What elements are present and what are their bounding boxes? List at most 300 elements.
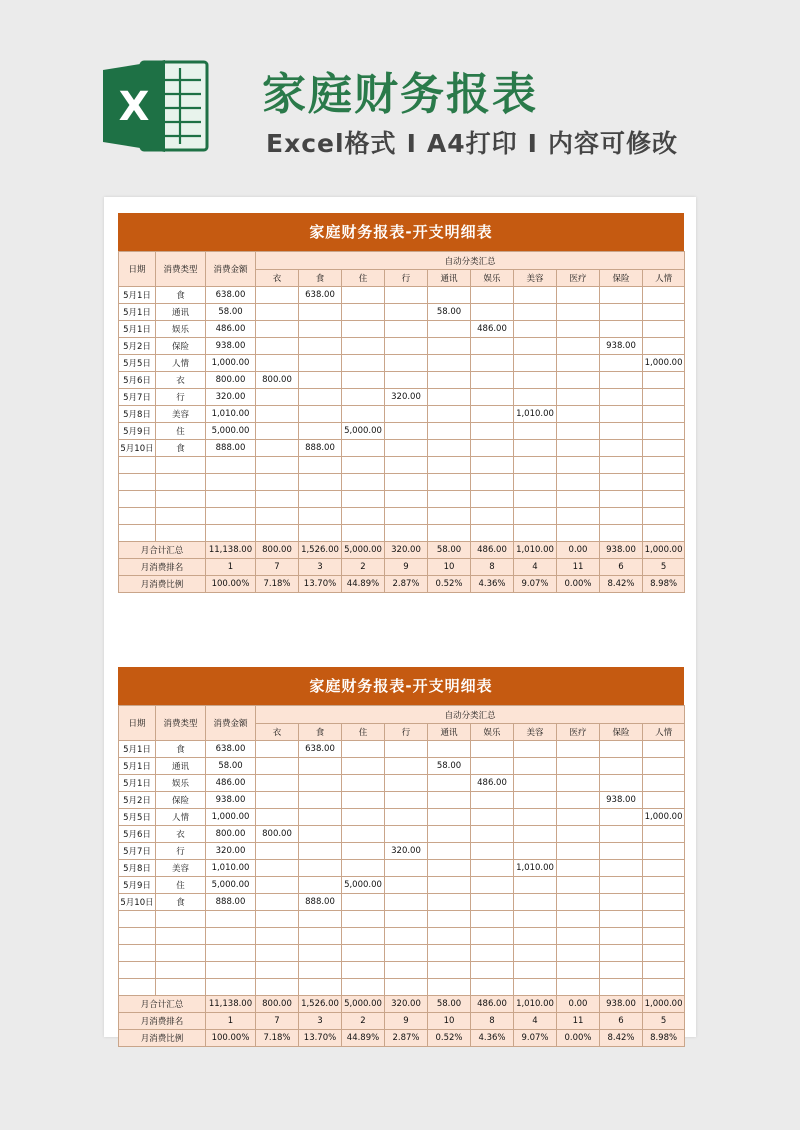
- cell-empty[interactable]: [299, 457, 342, 474]
- cell-empty[interactable]: [600, 440, 643, 457]
- cell-empty[interactable]: [256, 321, 299, 338]
- cell-empty[interactable]: [299, 474, 342, 491]
- cell-empty[interactable]: [600, 843, 643, 860]
- cell-empty[interactable]: [557, 457, 600, 474]
- cell-empty[interactable]: [600, 877, 643, 894]
- cell-empty[interactable]: [428, 474, 471, 491]
- cell-empty[interactable]: [514, 809, 557, 826]
- cell-empty[interactable]: [385, 491, 428, 508]
- cell-amount[interactable]: 938.00: [206, 338, 256, 355]
- cell-empty[interactable]: [256, 894, 299, 911]
- cell-empty[interactable]: [385, 979, 428, 996]
- cell-category-amount[interactable]: 638.00: [299, 741, 342, 758]
- cell-empty[interactable]: [385, 287, 428, 304]
- cell-category-amount[interactable]: 800.00: [256, 826, 299, 843]
- cell-empty[interactable]: [600, 389, 643, 406]
- cell-empty[interactable]: [428, 826, 471, 843]
- cell-empty[interactable]: [342, 287, 385, 304]
- cell-type[interactable]: 保险: [156, 338, 206, 355]
- cell-empty[interactable]: [385, 962, 428, 979]
- cell-empty[interactable]: [557, 491, 600, 508]
- cell-empty[interactable]: [342, 389, 385, 406]
- cell-empty[interactable]: [256, 338, 299, 355]
- cell-empty[interactable]: [342, 843, 385, 860]
- cell-empty[interactable]: [299, 775, 342, 792]
- cell-empty[interactable]: [643, 338, 685, 355]
- cell-empty[interactable]: [299, 355, 342, 372]
- cell-date[interactable]: 5月5日: [119, 809, 156, 826]
- cell-empty[interactable]: [385, 321, 428, 338]
- cell-empty[interactable]: [428, 979, 471, 996]
- cell-amount[interactable]: 888.00: [206, 440, 256, 457]
- cell-amount[interactable]: 58.00: [206, 304, 256, 321]
- cell-empty[interactable]: [299, 928, 342, 945]
- cell-date[interactable]: 5月2日: [119, 338, 156, 355]
- cell-empty[interactable]: [156, 928, 206, 945]
- cell-type[interactable]: 通讯: [156, 304, 206, 321]
- cell-empty[interactable]: [206, 474, 256, 491]
- cell-category-amount[interactable]: 58.00: [428, 304, 471, 321]
- cell-empty[interactable]: [385, 928, 428, 945]
- cell-empty[interactable]: [156, 945, 206, 962]
- cell-empty[interactable]: [557, 440, 600, 457]
- cell-empty[interactable]: [385, 474, 428, 491]
- cell-empty[interactable]: [299, 945, 342, 962]
- cell-empty[interactable]: [643, 775, 685, 792]
- cell-empty[interactable]: [471, 826, 514, 843]
- cell-empty[interactable]: [256, 860, 299, 877]
- cell-empty[interactable]: [256, 287, 299, 304]
- cell-empty[interactable]: [156, 508, 206, 525]
- cell-empty[interactable]: [557, 792, 600, 809]
- cell-empty[interactable]: [600, 372, 643, 389]
- cell-empty[interactable]: [385, 406, 428, 423]
- cell-empty[interactable]: [342, 355, 385, 372]
- cell-category-amount[interactable]: 1,010.00: [514, 406, 557, 423]
- cell-empty[interactable]: [342, 962, 385, 979]
- cell-amount[interactable]: 320.00: [206, 389, 256, 406]
- cell-empty[interactable]: [156, 962, 206, 979]
- cell-empty[interactable]: [600, 741, 643, 758]
- cell-empty[interactable]: [643, 389, 685, 406]
- cell-empty[interactable]: [385, 440, 428, 457]
- cell-amount[interactable]: 800.00: [206, 826, 256, 843]
- cell-empty[interactable]: [428, 372, 471, 389]
- cell-empty[interactable]: [342, 474, 385, 491]
- cell-empty[interactable]: [299, 860, 342, 877]
- cell-empty[interactable]: [256, 979, 299, 996]
- cell-empty[interactable]: [342, 491, 385, 508]
- cell-empty[interactable]: [643, 911, 685, 928]
- cell-amount[interactable]: 1,010.00: [206, 406, 256, 423]
- cell-empty[interactable]: [428, 741, 471, 758]
- cell-empty[interactable]: [600, 423, 643, 440]
- cell-type[interactable]: 食: [156, 440, 206, 457]
- cell-empty[interactable]: [385, 877, 428, 894]
- cell-empty[interactable]: [385, 945, 428, 962]
- cell-empty[interactable]: [385, 809, 428, 826]
- cell-empty[interactable]: [471, 423, 514, 440]
- cell-empty[interactable]: [256, 758, 299, 775]
- cell-empty[interactable]: [557, 474, 600, 491]
- cell-empty[interactable]: [600, 525, 643, 542]
- cell-empty[interactable]: [428, 423, 471, 440]
- cell-empty[interactable]: [385, 826, 428, 843]
- cell-empty[interactable]: [256, 843, 299, 860]
- cell-empty[interactable]: [557, 809, 600, 826]
- cell-empty[interactable]: [342, 440, 385, 457]
- cell-empty[interactable]: [428, 894, 471, 911]
- cell-amount[interactable]: 638.00: [206, 287, 256, 304]
- cell-empty[interactable]: [471, 338, 514, 355]
- cell-empty[interactable]: [428, 321, 471, 338]
- cell-empty[interactable]: [471, 440, 514, 457]
- cell-empty[interactable]: [471, 962, 514, 979]
- cell-empty[interactable]: [471, 877, 514, 894]
- cell-type[interactable]: 人情: [156, 355, 206, 372]
- cell-empty[interactable]: [514, 457, 557, 474]
- cell-empty[interactable]: [156, 979, 206, 996]
- cell-empty[interactable]: [643, 457, 685, 474]
- cell-empty[interactable]: [600, 860, 643, 877]
- cell-date[interactable]: 5月9日: [119, 423, 156, 440]
- cell-empty[interactable]: [342, 945, 385, 962]
- cell-empty[interactable]: [342, 809, 385, 826]
- cell-empty[interactable]: [514, 945, 557, 962]
- cell-empty[interactable]: [600, 491, 643, 508]
- cell-empty[interactable]: [471, 457, 514, 474]
- cell-date[interactable]: 5月7日: [119, 843, 156, 860]
- cell-date[interactable]: 5月1日: [119, 287, 156, 304]
- cell-empty[interactable]: [256, 508, 299, 525]
- cell-empty[interactable]: [256, 962, 299, 979]
- cell-empty[interactable]: [428, 877, 471, 894]
- cell-empty[interactable]: [342, 860, 385, 877]
- cell-date[interactable]: 5月6日: [119, 826, 156, 843]
- cell-empty[interactable]: [206, 928, 256, 945]
- cell-empty[interactable]: [299, 406, 342, 423]
- cell-empty[interactable]: [514, 508, 557, 525]
- cell-empty[interactable]: [385, 758, 428, 775]
- cell-empty[interactable]: [256, 406, 299, 423]
- cell-empty[interactable]: [299, 911, 342, 928]
- cell-empty[interactable]: [600, 775, 643, 792]
- cell-empty[interactable]: [557, 508, 600, 525]
- cell-empty[interactable]: [557, 525, 600, 542]
- cell-type[interactable]: 食: [156, 741, 206, 758]
- cell-category-amount[interactable]: 5,000.00: [342, 877, 385, 894]
- cell-amount[interactable]: 320.00: [206, 843, 256, 860]
- cell-empty[interactable]: [385, 508, 428, 525]
- cell-empty[interactable]: [206, 962, 256, 979]
- cell-empty[interactable]: [471, 525, 514, 542]
- cell-empty[interactable]: [514, 525, 557, 542]
- cell-category-amount[interactable]: 938.00: [600, 792, 643, 809]
- cell-type[interactable]: 衣: [156, 826, 206, 843]
- cell-category-amount[interactable]: 1,000.00: [643, 355, 685, 372]
- cell-empty[interactable]: [600, 826, 643, 843]
- cell-empty[interactable]: [385, 304, 428, 321]
- cell-amount[interactable]: 5,000.00: [206, 423, 256, 440]
- cell-empty[interactable]: [514, 826, 557, 843]
- cell-empty[interactable]: [643, 979, 685, 996]
- cell-empty[interactable]: [385, 525, 428, 542]
- cell-empty[interactable]: [428, 440, 471, 457]
- cell-empty[interactable]: [643, 287, 685, 304]
- cell-empty[interactable]: [557, 945, 600, 962]
- cell-empty[interactable]: [514, 843, 557, 860]
- cell-empty[interactable]: [557, 355, 600, 372]
- cell-type[interactable]: 住: [156, 423, 206, 440]
- cell-empty[interactable]: [643, 843, 685, 860]
- cell-empty[interactable]: [385, 792, 428, 809]
- cell-empty[interactable]: [557, 372, 600, 389]
- cell-empty[interactable]: [119, 962, 156, 979]
- cell-empty[interactable]: [299, 877, 342, 894]
- cell-empty[interactable]: [206, 979, 256, 996]
- cell-empty[interactable]: [342, 775, 385, 792]
- cell-empty[interactable]: [643, 928, 685, 945]
- cell-amount[interactable]: 1,000.00: [206, 355, 256, 372]
- cell-empty[interactable]: [471, 287, 514, 304]
- cell-empty[interactable]: [428, 491, 471, 508]
- cell-empty[interactable]: [342, 826, 385, 843]
- cell-amount[interactable]: 888.00: [206, 894, 256, 911]
- cell-empty[interactable]: [299, 508, 342, 525]
- cell-empty[interactable]: [119, 945, 156, 962]
- cell-date[interactable]: 5月1日: [119, 758, 156, 775]
- cell-category-amount[interactable]: 1,010.00: [514, 860, 557, 877]
- cell-date[interactable]: 5月1日: [119, 775, 156, 792]
- cell-empty[interactable]: [119, 979, 156, 996]
- cell-empty[interactable]: [299, 389, 342, 406]
- cell-empty[interactable]: [514, 792, 557, 809]
- cell-empty[interactable]: [206, 945, 256, 962]
- cell-empty[interactable]: [256, 877, 299, 894]
- cell-empty[interactable]: [428, 911, 471, 928]
- cell-empty[interactable]: [385, 775, 428, 792]
- cell-empty[interactable]: [256, 491, 299, 508]
- cell-empty[interactable]: [428, 775, 471, 792]
- cell-empty[interactable]: [428, 287, 471, 304]
- cell-empty[interactable]: [342, 457, 385, 474]
- cell-empty[interactable]: [385, 457, 428, 474]
- cell-empty[interactable]: [600, 979, 643, 996]
- cell-empty[interactable]: [256, 911, 299, 928]
- cell-type[interactable]: 美容: [156, 406, 206, 423]
- cell-amount[interactable]: 486.00: [206, 775, 256, 792]
- cell-empty[interactable]: [156, 457, 206, 474]
- cell-date[interactable]: 5月8日: [119, 860, 156, 877]
- cell-empty[interactable]: [557, 826, 600, 843]
- cell-date[interactable]: 5月5日: [119, 355, 156, 372]
- cell-empty[interactable]: [256, 440, 299, 457]
- cell-empty[interactable]: [514, 321, 557, 338]
- cell-empty[interactable]: [600, 287, 643, 304]
- cell-empty[interactable]: [428, 389, 471, 406]
- cell-category-amount[interactable]: 320.00: [385, 389, 428, 406]
- cell-empty[interactable]: [428, 945, 471, 962]
- cell-date[interactable]: 5月10日: [119, 440, 156, 457]
- cell-empty[interactable]: [557, 860, 600, 877]
- cell-empty[interactable]: [600, 809, 643, 826]
- cell-empty[interactable]: [514, 741, 557, 758]
- cell-empty[interactable]: [342, 741, 385, 758]
- cell-empty[interactable]: [471, 894, 514, 911]
- cell-empty[interactable]: [600, 508, 643, 525]
- cell-empty[interactable]: [471, 491, 514, 508]
- cell-empty[interactable]: [600, 911, 643, 928]
- cell-empty[interactable]: [428, 792, 471, 809]
- cell-empty[interactable]: [471, 741, 514, 758]
- cell-category-amount[interactable]: 486.00: [471, 321, 514, 338]
- cell-empty[interactable]: [342, 406, 385, 423]
- cell-empty[interactable]: [299, 962, 342, 979]
- cell-empty[interactable]: [643, 304, 685, 321]
- cell-empty[interactable]: [342, 508, 385, 525]
- cell-empty[interactable]: [385, 860, 428, 877]
- cell-type[interactable]: 娱乐: [156, 775, 206, 792]
- cell-empty[interactable]: [643, 741, 685, 758]
- cell-empty[interactable]: [342, 979, 385, 996]
- cell-empty[interactable]: [514, 775, 557, 792]
- cell-empty[interactable]: [600, 894, 643, 911]
- cell-empty[interactable]: [428, 508, 471, 525]
- cell-empty[interactable]: [256, 809, 299, 826]
- cell-empty[interactable]: [299, 758, 342, 775]
- cell-empty[interactable]: [299, 792, 342, 809]
- cell-empty[interactable]: [643, 491, 685, 508]
- cell-empty[interactable]: [256, 741, 299, 758]
- cell-empty[interactable]: [643, 474, 685, 491]
- cell-empty[interactable]: [299, 525, 342, 542]
- cell-type[interactable]: 通讯: [156, 758, 206, 775]
- cell-empty[interactable]: [600, 321, 643, 338]
- cell-empty[interactable]: [428, 457, 471, 474]
- cell-empty[interactable]: [256, 355, 299, 372]
- cell-empty[interactable]: [256, 792, 299, 809]
- cell-empty[interactable]: [342, 372, 385, 389]
- cell-empty[interactable]: [385, 338, 428, 355]
- cell-amount[interactable]: 1,000.00: [206, 809, 256, 826]
- cell-empty[interactable]: [342, 338, 385, 355]
- cell-empty[interactable]: [600, 928, 643, 945]
- cell-empty[interactable]: [643, 877, 685, 894]
- cell-empty[interactable]: [428, 928, 471, 945]
- cell-empty[interactable]: [557, 877, 600, 894]
- cell-amount[interactable]: 486.00: [206, 321, 256, 338]
- cell-date[interactable]: 5月7日: [119, 389, 156, 406]
- cell-empty[interactable]: [156, 911, 206, 928]
- cell-empty[interactable]: [342, 758, 385, 775]
- cell-empty[interactable]: [600, 355, 643, 372]
- cell-empty[interactable]: [514, 287, 557, 304]
- cell-empty[interactable]: [600, 457, 643, 474]
- cell-empty[interactable]: [256, 423, 299, 440]
- cell-empty[interactable]: [299, 809, 342, 826]
- cell-empty[interactable]: [471, 508, 514, 525]
- cell-empty[interactable]: [256, 928, 299, 945]
- cell-empty[interactable]: [557, 979, 600, 996]
- cell-empty[interactable]: [385, 894, 428, 911]
- cell-empty[interactable]: [342, 525, 385, 542]
- cell-empty[interactable]: [119, 457, 156, 474]
- cell-empty[interactable]: [557, 423, 600, 440]
- cell-empty[interactable]: [428, 962, 471, 979]
- cell-empty[interactable]: [299, 979, 342, 996]
- cell-empty[interactable]: [514, 423, 557, 440]
- cell-empty[interactable]: [514, 894, 557, 911]
- cell-empty[interactable]: [557, 287, 600, 304]
- cell-empty[interactable]: [471, 372, 514, 389]
- cell-empty[interactable]: [514, 758, 557, 775]
- cell-empty[interactable]: [514, 962, 557, 979]
- cell-empty[interactable]: [643, 423, 685, 440]
- cell-empty[interactable]: [514, 911, 557, 928]
- cell-empty[interactable]: [557, 321, 600, 338]
- cell-amount[interactable]: 638.00: [206, 741, 256, 758]
- cell-category-amount[interactable]: 888.00: [299, 894, 342, 911]
- cell-empty[interactable]: [557, 758, 600, 775]
- cell-empty[interactable]: [471, 911, 514, 928]
- cell-type[interactable]: 保险: [156, 792, 206, 809]
- cell-empty[interactable]: [256, 775, 299, 792]
- cell-empty[interactable]: [471, 945, 514, 962]
- cell-empty[interactable]: [299, 491, 342, 508]
- cell-empty[interactable]: [342, 321, 385, 338]
- cell-type[interactable]: 美容: [156, 860, 206, 877]
- cell-empty[interactable]: [643, 508, 685, 525]
- cell-category-amount[interactable]: 486.00: [471, 775, 514, 792]
- cell-empty[interactable]: [256, 474, 299, 491]
- cell-empty[interactable]: [514, 440, 557, 457]
- cell-amount[interactable]: 5,000.00: [206, 877, 256, 894]
- cell-empty[interactable]: [557, 928, 600, 945]
- cell-empty[interactable]: [206, 911, 256, 928]
- cell-type[interactable]: 食: [156, 894, 206, 911]
- cell-date[interactable]: 5月10日: [119, 894, 156, 911]
- cell-empty[interactable]: [299, 843, 342, 860]
- cell-empty[interactable]: [514, 338, 557, 355]
- cell-empty[interactable]: [428, 843, 471, 860]
- cell-empty[interactable]: [206, 457, 256, 474]
- cell-empty[interactable]: [342, 792, 385, 809]
- cell-empty[interactable]: [557, 304, 600, 321]
- cell-empty[interactable]: [256, 945, 299, 962]
- cell-empty[interactable]: [643, 826, 685, 843]
- cell-empty[interactable]: [385, 372, 428, 389]
- cell-empty[interactable]: [256, 457, 299, 474]
- cell-empty[interactable]: [119, 491, 156, 508]
- cell-empty[interactable]: [471, 474, 514, 491]
- cell-empty[interactable]: [299, 826, 342, 843]
- cell-empty[interactable]: [428, 809, 471, 826]
- cell-empty[interactable]: [471, 758, 514, 775]
- cell-empty[interactable]: [557, 389, 600, 406]
- cell-category-amount[interactable]: 888.00: [299, 440, 342, 457]
- cell-empty[interactable]: [119, 508, 156, 525]
- cell-empty[interactable]: [471, 843, 514, 860]
- cell-empty[interactable]: [557, 775, 600, 792]
- cell-empty[interactable]: [557, 911, 600, 928]
- cell-empty[interactable]: [428, 355, 471, 372]
- cell-amount[interactable]: 800.00: [206, 372, 256, 389]
- cell-type[interactable]: 衣: [156, 372, 206, 389]
- cell-empty[interactable]: [514, 491, 557, 508]
- cell-empty[interactable]: [385, 355, 428, 372]
- cell-type[interactable]: 娱乐: [156, 321, 206, 338]
- cell-empty[interactable]: [428, 406, 471, 423]
